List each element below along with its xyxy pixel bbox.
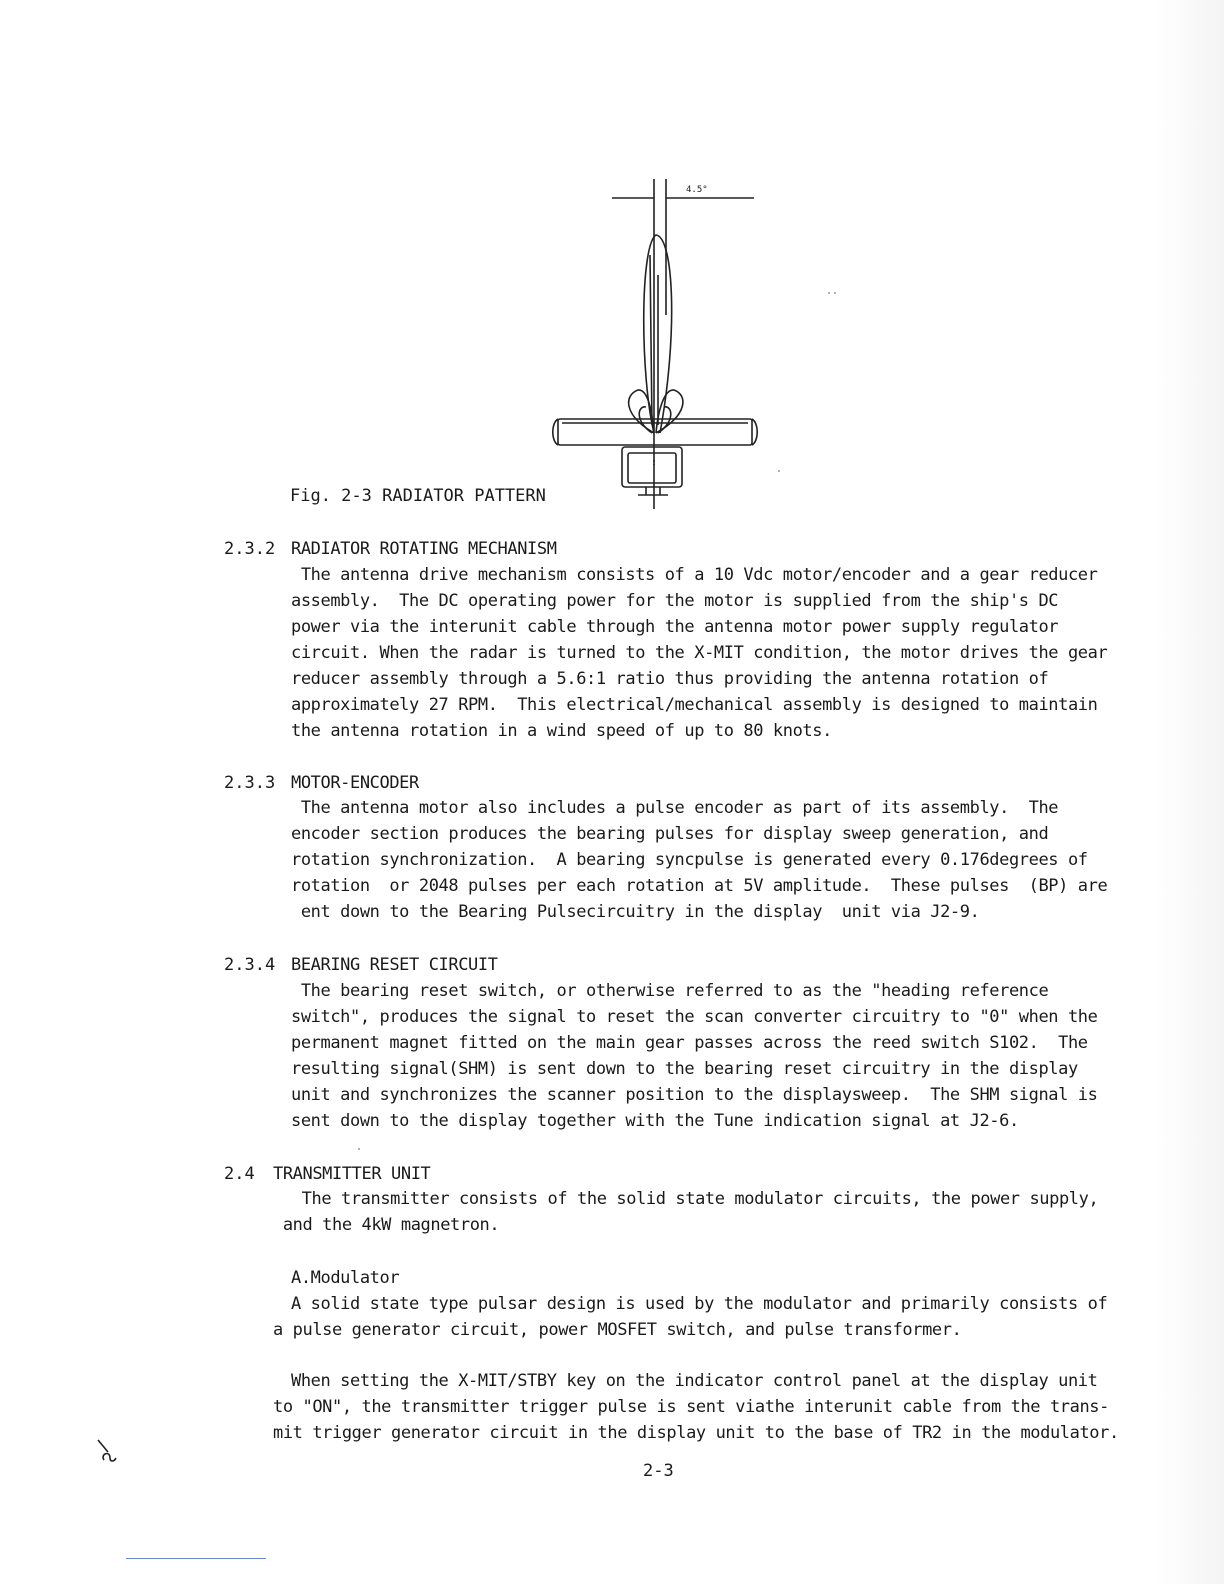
- body-line: a pulse generator circuit, power MOSFET switch, and pulse transformer.: [273, 1320, 962, 1340]
- body-line: The transmitter consists of the solid state modulator circuits, the power supply,: [282, 1189, 1099, 1209]
- body-line: and the 4kW magnetron.: [273, 1215, 500, 1235]
- body-line: The antenna drive mechanism consists of a 10 Vdc motor/encoder and a gear reducer: [291, 565, 1098, 585]
- body-line: mit trigger generator circuit in the display unit to the base of TR2 in the modulator.: [273, 1423, 1119, 1443]
- section-number: 2.3.4: [224, 955, 276, 975]
- body-line: circuit. When the radar is turned to the X-MIT condition, the motor drives the gear: [291, 643, 1108, 663]
- page-edge-shade: [1154, 0, 1224, 1584]
- section-number: 2.3.3: [224, 773, 276, 793]
- body-line: power via the interunit cable through the antenna motor power supply regulator: [291, 617, 1059, 637]
- figure-caption: Fig. 2-3 RADIATOR PATTERN: [290, 486, 546, 506]
- margin-mark-icon: [96, 1438, 120, 1468]
- scan-speck: [778, 470, 780, 472]
- body-line: permanent magnet fitted on the main gear passes across the reed switch S102. The: [291, 1033, 1088, 1053]
- body-line: When setting the X-MIT/STBY key on the indicator control panel at the display unit: [291, 1371, 1098, 1391]
- section-title: TRANSMITTER UNIT: [273, 1164, 431, 1184]
- body-line: encoder section produces the bearing pulses for display sweep generation, and: [291, 824, 1049, 844]
- section-title: RADIATOR ROTATING MECHANISM: [291, 539, 557, 559]
- radiator-pattern-figure: [548, 175, 760, 515]
- body-line: sent down to the display together with the Tune indication signal at J2-6.: [291, 1111, 1019, 1131]
- body-line: The antenna motor also includes a pulse encoder as part of its assembly. The: [291, 798, 1059, 818]
- body-line: reducer assembly through a 5.6:1 ratio thus providing the antenna rotation of: [291, 669, 1049, 689]
- body-line: the antenna rotation in a wind speed of up to 80 knots.: [291, 721, 832, 741]
- body-line: unit and synchronizes the scanner position to the displaysweep. The SHM signal is: [291, 1085, 1098, 1105]
- body-line: switch", produces the signal to reset the scan converter circuitry to "0" when the: [291, 1007, 1098, 1027]
- scan-speck: [358, 1148, 360, 1150]
- body-line: ent down to the Bearing Pulsecircuitry in the display unit via J2-9.: [291, 902, 980, 922]
- bottom-rule: [126, 1558, 266, 1559]
- body-line: to "ON", the transmitter trigger pulse is sent viathe interunit cable from the trans-: [273, 1397, 1109, 1417]
- body-line: resulting signal(SHM) is sent down to the bearing reset circuitry in the display: [291, 1059, 1078, 1079]
- body-line: rotation synchronization. A bearing syncpulse is generated every 0.176degrees of: [291, 850, 1088, 870]
- subsection-title: A.Modulator: [291, 1268, 400, 1288]
- scan-speck: [834, 292, 836, 294]
- body-line: The bearing reset switch, or otherwise referred to as the "heading reference: [291, 981, 1049, 1001]
- angle-label: 4.5°: [686, 185, 708, 195]
- body-line: approximately 27 RPM. This electrical/mechanical assembly is designed to maintain: [291, 695, 1098, 715]
- body-line: assembly. The DC operating power for the motor is supplied from the ship's DC: [291, 591, 1059, 611]
- section-title: MOTOR-ENCODER: [291, 773, 419, 793]
- section-title: BEARING RESET CIRCUIT: [291, 955, 498, 975]
- scan-speck: [828, 292, 830, 294]
- section-number: 2.4: [224, 1164, 255, 1184]
- page-number: 2-3: [643, 1461, 674, 1481]
- section-number: 2.3.2: [224, 539, 276, 559]
- body-line: A solid state type pulsar design is used by the modulator and primarily consists of: [291, 1294, 1108, 1314]
- body-line: rotation or 2048 pulses per each rotation at 5V amplitude. These pulses (BP) are: [291, 876, 1108, 896]
